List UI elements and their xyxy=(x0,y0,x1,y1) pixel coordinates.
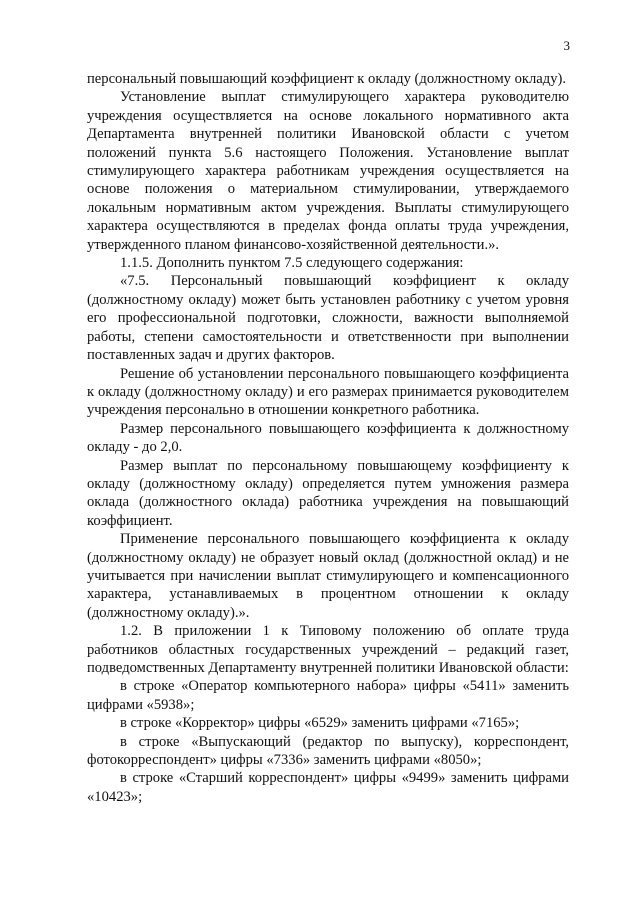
paragraph-amendment-1-2: 1.2. В приложении 1 к Типовому положению об оплате труда работников областных государственных учреждений – редакций газет, подведомственных Департаменту внутренней политики Ивановской области: xyxy=(87,623,569,676)
paragraph-continuation: персональный повышающий коэффициент к окладу (должностному окладу). xyxy=(87,71,567,87)
document-body xyxy=(87,70,569,806)
paragraph-clause-7-5: «7.5. Персональный повышающий коэффициент к окладу (должностному окладу) может быть установлен работнику с учетом уровня его профессиональной подготовки, сложности, важности выполняемой работы, степени самостоятельности и ответственности при выполнении поставленных задач и других факторов. xyxy=(87,273,569,364)
page-number: 3 xyxy=(563,38,570,53)
paragraph-coefficient-size: Размер персонального повышающего коэффициента к должностному окладу - до 2,0. xyxy=(87,420,569,456)
paragraph-application: Применение персонального повышающего коэффициента к окладу (должностному окладу) не образует новый оклад (должностной оклад) и не учитывается при начислении выплат стимулирующего и компенсационного характера, устанавливаемых в процентном отношении к окладу (должностному окладу).». xyxy=(87,531,569,621)
paragraph-decision: Решение об установлении персонального повышающего коэффициента к окладу (должностному окладу) и его размерах принимается руководителем учреждения персонально в отношении конкретного работника. xyxy=(87,365,569,419)
paragraph-row-senior-correspondent: в строке «Старший корреспондент» цифры «9499» заменить цифрами «10423»; xyxy=(87,770,569,805)
paragraph-row-operator: в строке «Оператор компьютерного набора» цифры «5411» заменить цифрами «5938»; xyxy=(87,678,569,713)
paragraph-row-corrector: в строке «Корректор» цифры «6529» заменить цифрами «7165»; xyxy=(120,715,520,732)
paragraph-amendment-1-1-5: 1.1.5. Дополнить пунктом 7.5 следующего содержания: xyxy=(120,255,464,272)
paragraph-payment-size: Размер выплат по персональному повышающему коэффициенту к окладу (должностному окладу) определяется путем умножения размера оклада (должностного оклада) работника учреждения на повышающий коэффициент. xyxy=(87,457,569,529)
paragraph-row-release-editor: в строке «Выпускающий (редактор по выпуску), корреспондент, фотокорреспондент» цифры «7336» заменить цифрами «8050»; xyxy=(87,733,569,769)
paragraph-stimulating-payments: Установление выплат стимулирующего характера руководителю учреждения осуществляется на основе локального нормативного акта Департамента внутренней политики Ивановской области с учетом положений пункта 5.6 настоящего Положения. Установление выплат стимулирующего характера работникам учреждения осуществляется на основе положения о материальном стимулировании, утверждаемого локальным нормативным актом учреждения. Выплаты стимулирующего характера осуществляются в пределах фонда оплаты труда учреждения, утвержденного планом финансово-хозяйственной деятельности.». xyxy=(87,89,569,253)
